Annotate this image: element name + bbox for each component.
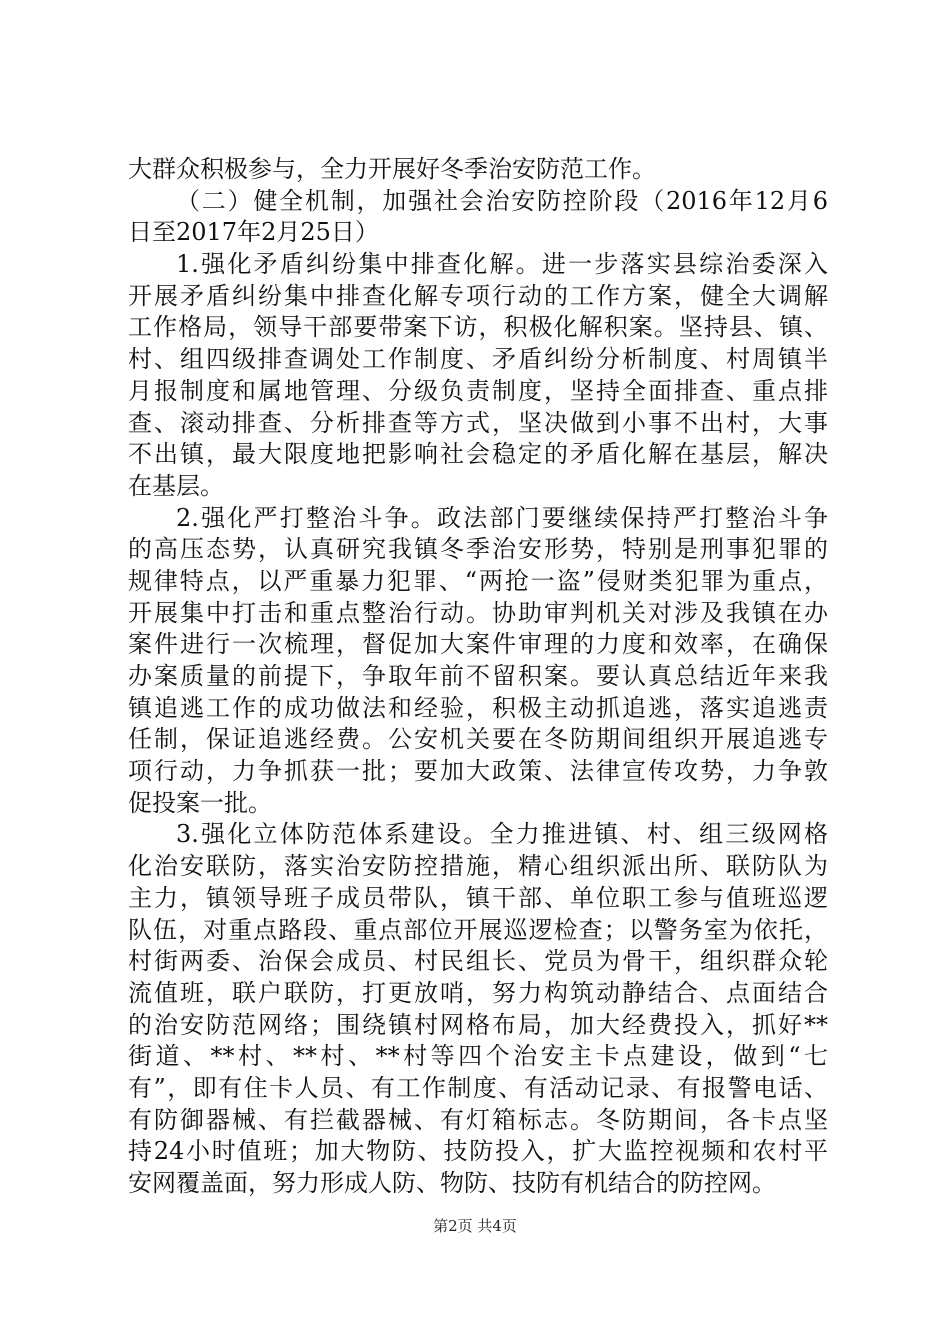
paragraph-line: 2.强化严打整治斗争。政法部门要继续保持严打整治斗争	[176, 503, 828, 532]
paragraph-line: 3.强化立体防范体系建设。全力推进镇、村、组三级网格	[176, 820, 828, 849]
paragraph-line: 化治安联防，落实治安防控措施，精心组织派出所、联防队为	[128, 852, 828, 881]
paragraph-line: 持24小时值班；加大物防、技防投入，扩大监控视频和农村平	[128, 1137, 828, 1166]
section-heading-line: （二）健全机制，加强社会治安防控阶段（2016年12月6	[176, 186, 828, 215]
paragraph-line: 的高压态势，认真研究我镇冬季治安形势，特别是刑事犯罪的	[128, 535, 828, 564]
paragraph-line: 项行动，力争抓获一批；要加大政策、法律宣传攻势，力争敦	[128, 757, 828, 786]
paragraph-line: 开展矛盾纠纷集中排查化解专项行动的工作方案，健全大调解	[128, 281, 828, 310]
paragraph-line: 月报制度和属地管理、分级负责制度，坚持全面排查、重点排	[128, 376, 828, 405]
paragraph-line: 有”，即有住卡人员、有工作制度、有活动记录、有报警电话、	[128, 1073, 828, 1102]
paragraph-line: 有防御器械、有拦截器械、有灯箱标志。冬防期间，各卡点坚	[128, 1105, 828, 1134]
page-number-footer: 第2页 共4页	[433, 1217, 517, 1235]
paragraph-line: 村街两委、治保会成员、村民组长、党员为骨干，组织群众轮	[128, 947, 828, 976]
paragraph-line: 任制，保证追逃经费。公安机关要在冬防期间组织开展追逃专	[128, 725, 828, 754]
paragraph-line: 安网覆盖面，努力形成人防、物防、技防有机结合的防控网。	[128, 1169, 776, 1197]
paragraph-line: 队伍，对重点路段、重点部位开展巡逻检查；以警务室为依托，	[128, 915, 828, 944]
paragraph-line: 查、滚动排查、分析排查等方式，坚决做到小事不出村，大事	[128, 408, 828, 437]
paragraph-line: 主力，镇领导班子成员带队，镇干部、单位职工参与值班巡逻	[128, 883, 828, 912]
paragraph-line: 街道、**村、**村、**村等四个治安主卡点建设，做到“七	[128, 1042, 828, 1071]
paragraph-line: 不出镇，最大限度地把影响社会稳定的矛盾化解在基层，解决	[128, 440, 828, 469]
section-heading-line: 日至2017年2月25日）	[128, 218, 379, 247]
paragraph-line: 规律特点，以严重暴力犯罪、“两抢一盗”侵财类犯罪为重点，	[128, 566, 828, 595]
paragraph-line: 案件进行一次梳理，督促加大案件审理的力度和效率，在确保	[128, 630, 828, 659]
paragraph-line: 开展集中打击和重点整治行动。协助审判机关对涉及我镇在办	[128, 598, 828, 627]
paragraph-line: 的治安防范网络；围绕镇村网格布局，加大经费投入，抓好**	[128, 1010, 828, 1039]
paragraph-line: 工作格局，领导干部要带案下访，积极化解积案。坚持县、镇、	[128, 313, 828, 342]
paragraph-line: 促投案一批。	[128, 788, 272, 817]
paragraph-line: 大群众积极参与，全力开展好冬季治安防范工作。	[128, 155, 656, 183]
document-body	[128, 154, 828, 1200]
paragraph-line: 镇追逃工作的成功做法和经验，积极主动抓追逃，落实追逃责	[128, 693, 828, 722]
paragraph-line: 1.强化矛盾纠纷集中排查化解。进一步落实县综治委深入	[176, 250, 828, 279]
paragraph-line: 在基层。	[128, 471, 224, 500]
paragraph-line: 流值班，联户联防，打更放哨，努力构筑动静结合、点面结合	[128, 978, 828, 1007]
paragraph-line: 办案质量的前提下，争取年前不留积案。要认真总结近年来我	[128, 662, 828, 690]
paragraph-line: 村、组四级排查调处工作制度、矛盾纠纷分析制度、村周镇半	[128, 345, 828, 374]
